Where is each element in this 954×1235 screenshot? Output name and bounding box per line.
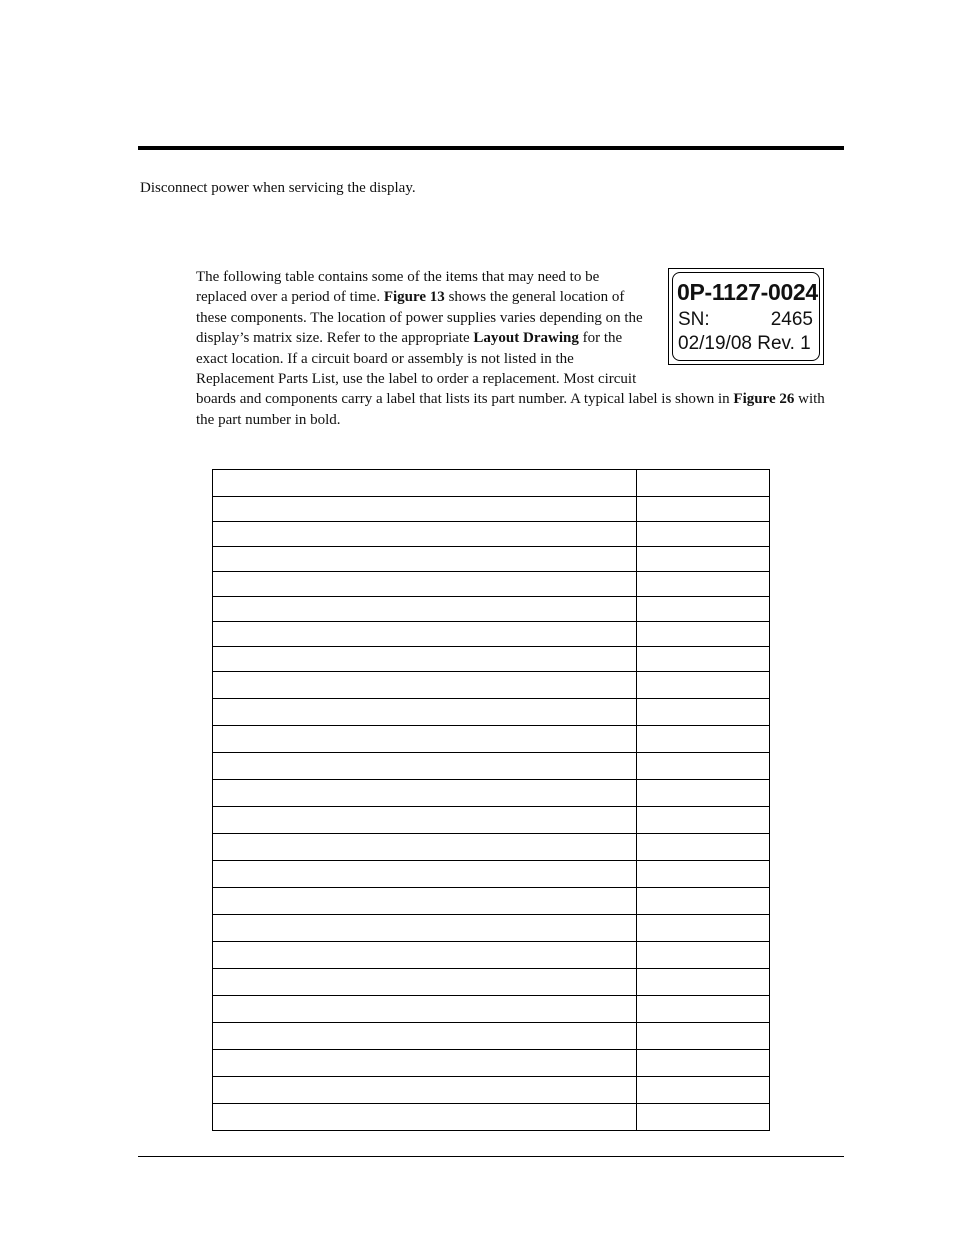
label-part-number: 0P-1127-0024 [677, 279, 818, 305]
part-number-cell [637, 1050, 770, 1077]
part-description-cell [213, 942, 637, 969]
part-number-cell [637, 996, 770, 1023]
part-description-cell [213, 834, 637, 861]
part-number-cell [637, 497, 770, 522]
part-description-cell [213, 915, 637, 942]
part-description-cell [213, 522, 637, 547]
part-number-cell [637, 622, 770, 647]
part-description-cell [213, 780, 637, 807]
part-label [672, 272, 820, 361]
part-number-cell [637, 572, 770, 597]
part-description-cell [213, 699, 637, 726]
part-number-cell [637, 699, 770, 726]
table-row [213, 1050, 770, 1077]
part-number-cell [637, 647, 770, 672]
part-number-cell [637, 861, 770, 888]
table-row [213, 780, 770, 807]
table-row [213, 699, 770, 726]
label-date-revision: 02/19/08 Rev. 1 [678, 333, 811, 354]
intro-text-2: shows the general location of these components. The location of power supplies varies depending on the display’s matrix size. Refer to the appropriate [196, 289, 643, 347]
part-description-cell [213, 996, 637, 1023]
figure-13-reference: Figure 13 [383, 289, 445, 306]
part-description-cell [213, 753, 637, 780]
table-row [213, 647, 770, 672]
part-number-cell [637, 942, 770, 969]
footer-rule [138, 1156, 844, 1157]
part-number-cell [637, 672, 770, 699]
part-number-cell [637, 807, 770, 834]
part-number-cell [637, 1023, 770, 1050]
intro-text-1: The following table contains some of the items that may need to be replaced over a period of time. [196, 269, 600, 306]
intro-text-3: for the exact location. If a circuit board or assembly is not listed in the Replacement Parts List, use the label to order a replacement. Most circuit boards and components carry a label that lists its part number. A typical label is shown in [196, 330, 734, 408]
layout-drawing-reference: Layout Drawing [473, 330, 579, 347]
part-description-cell [213, 572, 637, 597]
part-number-cell [637, 753, 770, 780]
table-row [213, 1077, 770, 1104]
part-description-cell [213, 597, 637, 622]
part-number-cell [637, 1077, 770, 1104]
replacement-parts-table [212, 469, 770, 1131]
part-number-cell [637, 547, 770, 572]
part-number-cell [637, 888, 770, 915]
part-description-cell [213, 1104, 637, 1131]
part-description-cell [213, 969, 637, 996]
table-row [213, 807, 770, 834]
part-description-cell [213, 888, 637, 915]
part-description-cell [213, 647, 637, 672]
part-number-cell [637, 522, 770, 547]
table-row [213, 470, 770, 497]
part-description-cell [213, 1077, 637, 1104]
table-row [213, 915, 770, 942]
table-row [213, 547, 770, 572]
part-number-cell [637, 969, 770, 996]
part-description-cell [213, 726, 637, 753]
table-row [213, 672, 770, 699]
table-row [213, 726, 770, 753]
label-serial-number: 2465 [770, 309, 813, 330]
label-serial-caption: SN: [678, 309, 710, 330]
table-row [213, 622, 770, 647]
part-description-cell [213, 672, 637, 699]
part-number-cell [637, 834, 770, 861]
part-number-cell [637, 597, 770, 622]
table-row [213, 996, 770, 1023]
part-number-cell [637, 915, 770, 942]
part-description-cell [213, 622, 637, 647]
table-row [213, 753, 770, 780]
parts-table-body [213, 470, 770, 1131]
table-row [213, 597, 770, 622]
part-label-figure [668, 268, 824, 365]
table-row [213, 1104, 770, 1131]
intro-text-4: with the part number in bold. [196, 391, 825, 428]
part-description-cell [213, 861, 637, 888]
part-description-cell [213, 1050, 637, 1077]
table-row [213, 888, 770, 915]
power-warning-text: Disconnect power when servicing the display. [140, 180, 416, 196]
table-row [213, 834, 770, 861]
header-rule [138, 146, 844, 150]
table-row [213, 497, 770, 522]
table-row [213, 522, 770, 547]
part-number-cell [637, 780, 770, 807]
table-row [213, 572, 770, 597]
table-row [213, 942, 770, 969]
part-number-cell [637, 1104, 770, 1131]
part-description-cell [213, 470, 637, 497]
part-description-cell [213, 497, 637, 522]
part-number-cell [637, 470, 770, 497]
table-row [213, 1023, 770, 1050]
figure-26-reference: Figure 26 [733, 391, 795, 408]
table-row [213, 969, 770, 996]
part-description-cell [213, 547, 637, 572]
part-number-cell [637, 726, 770, 753]
part-description-cell [213, 1023, 637, 1050]
part-description-cell [213, 807, 637, 834]
table-row [213, 861, 770, 888]
